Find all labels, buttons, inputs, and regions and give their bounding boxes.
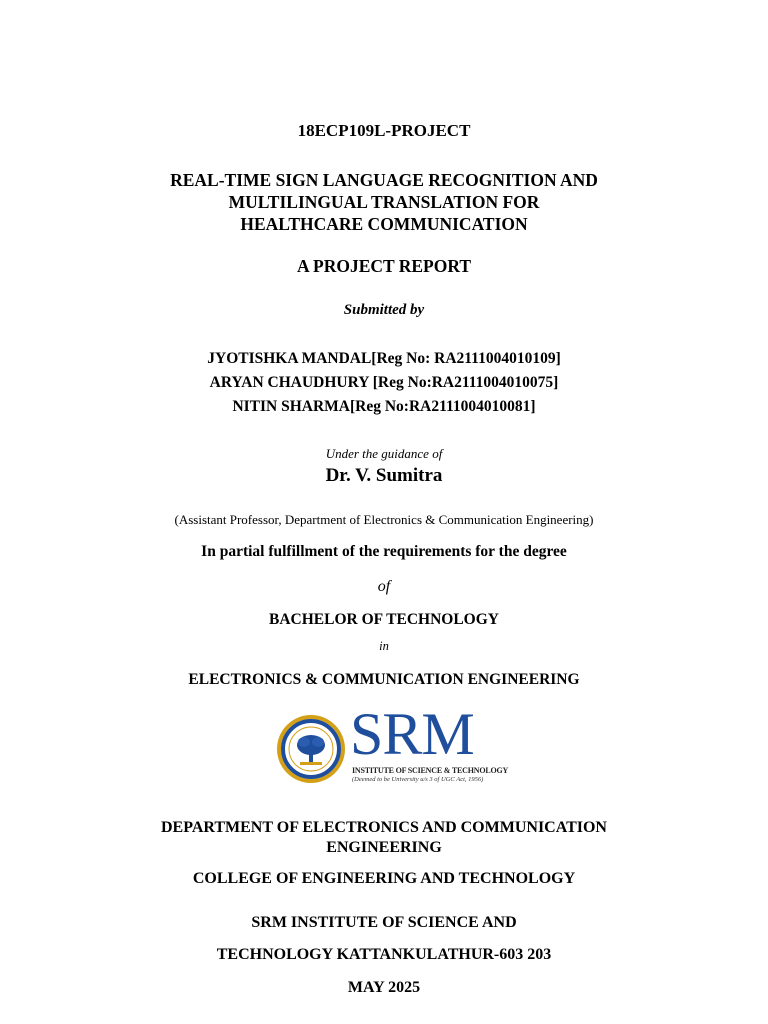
in-word: in [379,639,389,653]
project-title-line: REAL-TIME SIGN LANGUAGE RECOGNITION AND [170,170,598,190]
of-word: of [377,578,391,595]
university-seal-icon [276,714,346,784]
srm-wordmark [350,701,509,788]
student-entry: NITIN SHARMA[Reg No:RA2111004010081] [232,398,536,415]
student-list [0,347,768,419]
college-name: COLLEGE OF ENGINEERING AND TECHNOLOGY [192,870,576,887]
department-line: ENGINEERING [326,839,442,856]
student-entry: ARYAN CHAUDHURY [Reg No:RA2111004010075] [209,374,559,391]
logo-deemed-line: (Deemed to be University u/s 3 of UGC Act, 1956) [352,776,484,783]
report-type: A PROJECT REPORT [296,256,472,276]
project-title [0,169,768,235]
institute-line-2: TECHNOLOGY KATTANKULATHUR-603 203 [216,946,552,963]
logo-institute-line: INSTITUTE OF SCIENCE & TECHNOLOGY [352,766,509,775]
guide-designation: (Assistant Professor, Department of Electronics & Communication Engineering) [174,512,594,527]
student-entry: JYOTISHKA MANDAL[Reg No: RA2111004010109] [207,350,561,367]
project-title-line: MULTILINGUAL TRANSLATION FOR [228,192,540,212]
srm-wordmark-text: SRM [350,701,474,767]
fulfillment-statement: In partial fulfillment of the requirements for the degree [201,543,567,560]
srm-logo [276,701,509,788]
guide-name: Dr. V. Sumitra [325,465,443,486]
department-line: DEPARTMENT OF ELECTRONICS AND COMMUNICATION [161,819,607,836]
institute-line-1: SRM INSTITUTE OF SCIENCE AND [251,914,517,931]
submission-date: MAY 2025 [347,979,421,996]
project-title-line: HEALTHCARE COMMUNICATION [240,214,528,234]
branch-name: ELECTRONICS & COMMUNICATION ENGINEERING [188,671,580,688]
submitted-by-label: Submitted by [343,302,425,318]
guidance-label: Under the guidance of [325,446,443,461]
department-name [0,818,768,858]
course-code: 18ECP109L-PROJECT [297,121,471,140]
degree-name: BACHELOR OF TECHNOLOGY [269,611,499,628]
